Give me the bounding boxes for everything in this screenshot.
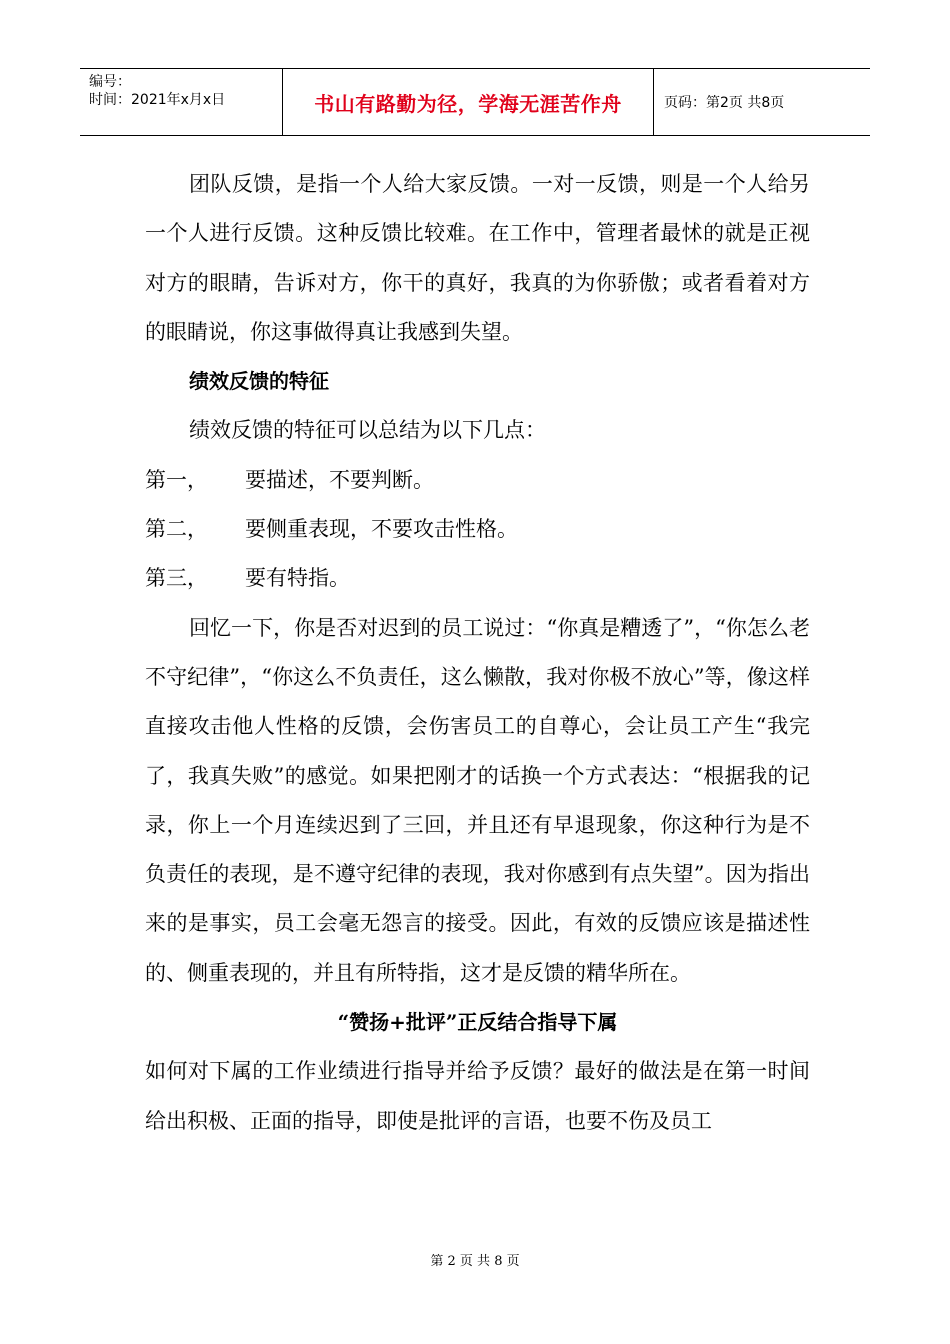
list-item-number: 第二， xyxy=(145,517,208,542)
list-item-number: 第三， xyxy=(145,566,208,591)
list-item-number: 第一， xyxy=(145,467,208,492)
list-item xyxy=(145,554,810,603)
paragraph-team-feedback: 团队反馈，是指一个人给大家反馈。一对一反馈，则是一个人给另一个人进行反馈。这种反馈比较难。在工作中，管理者最怵的就是正视对方的眼睛，告诉对方，你干的真好，我真的为你骄傲；或者看着对方的眼睛说，你这事做得真让我感到失望。 xyxy=(145,172,810,344)
list-item-text: 要描述，不要判断。 xyxy=(245,467,434,492)
section-heading-feedback-features: 绩效反馈的特征 xyxy=(189,369,329,394)
paragraph-features-intro: 绩效反馈的特征可以总结为以下几点： xyxy=(189,418,546,443)
number-label: 编号： xyxy=(89,74,131,90)
time-label: 时间：2021年x月x日 xyxy=(89,92,226,108)
paragraph-guidance: 如何对下属的工作业绩进行指导并给予反馈？最好的做法是在第一时间给出积极、正面的指导，即使是批评的言语，也要不伤及员工 xyxy=(145,1059,810,1133)
document-header xyxy=(80,68,870,136)
list-item xyxy=(145,456,810,505)
header-page-info: 页码：第2页 共8页 xyxy=(664,95,785,111)
header-motto: 书山有路勤为径，学海无涯苦作舟 xyxy=(283,69,654,135)
header-meta xyxy=(80,69,283,135)
list-item-text: 要侧重表现，不要攻击性格。 xyxy=(245,517,518,542)
list-item xyxy=(145,505,810,554)
page-footer: 第 2 页 共 8 页 xyxy=(430,1254,520,1269)
document-body xyxy=(145,160,810,1146)
section-heading-praise-criticism: “赞扬+批评”正反结合指导下属 xyxy=(337,1010,618,1035)
list-item-text: 要有特指。 xyxy=(245,566,350,591)
paragraph-example: 回忆一下，你是否对迟到的员工说过：“你真是糟透了”，“你怎么老不守纪律”，“你这么不负责任，这么懒散，我对你极不放心”等，像这样直接攻击他人性格的反馈，会伤害员工的自尊心，会让员工产生“我完了，我真失败”的感觉。如果把刚才的话换一个方式表达：“根据我的记录，你上一个月连续迟到了三回，并且还有早退现象，你这种行为是不负责任的表现，是不遵守纪律的表现，我对你感到有点失望”。因为指出来的是事实，员工会毫无怨言的接受。因此，有效的反馈应该是描述性的、侧重表现的，并且有所特指，这才是反馈的精华所在。 xyxy=(145,615,810,985)
